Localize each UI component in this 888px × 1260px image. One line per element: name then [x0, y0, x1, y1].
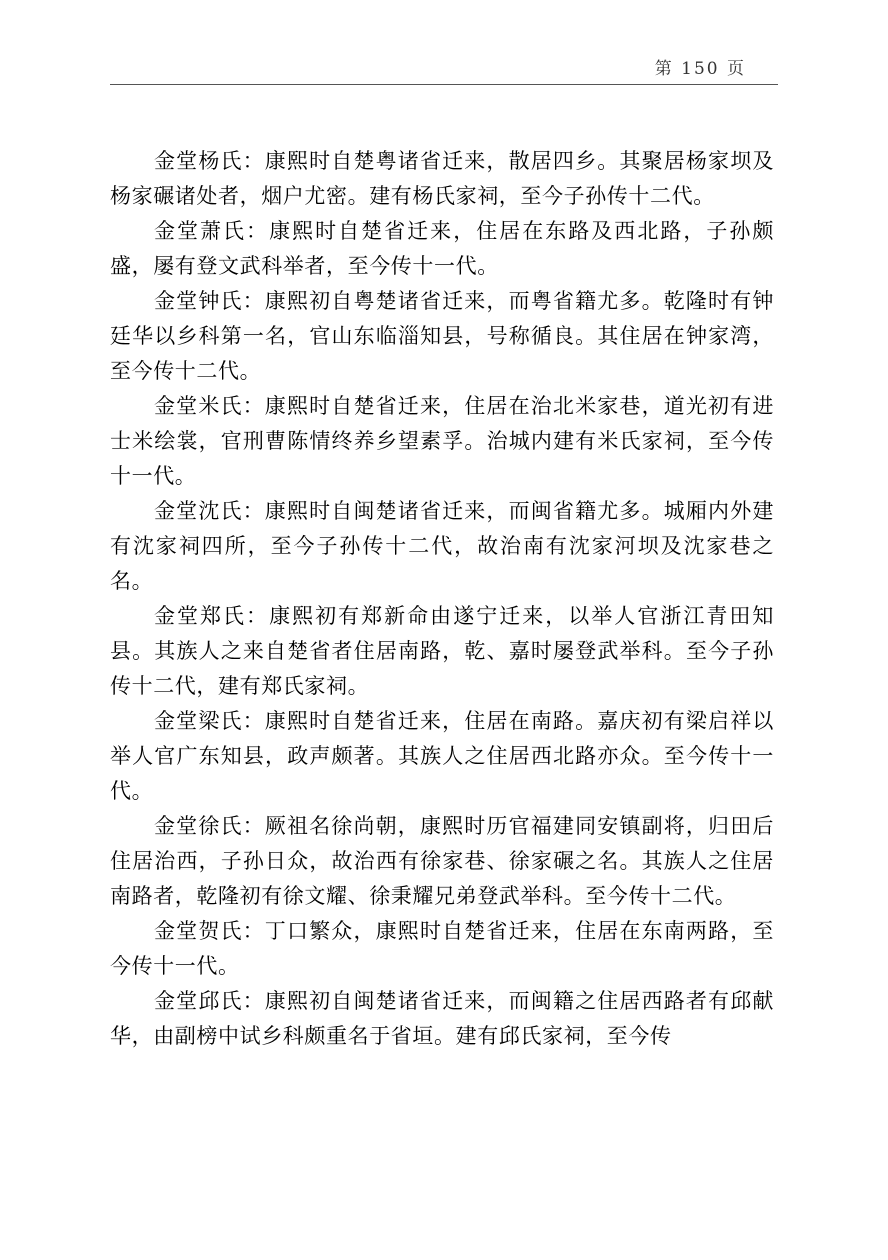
- paragraph-qiu: 金堂邱氏：康熙初自闽楚诸省迁来，而闽籍之住居西路者有邱献华，由副榜中试乡科颇重名于省垣。建有邱氏家祠，至今传: [110, 989, 774, 1048]
- paragraph-xiao: 金堂萧氏：康熙时自楚省迁来，住居在东路及西北路，子孙颇盛，屡有登文武科举者，至今传十一代。: [110, 219, 774, 278]
- paragraph-liang: 金堂梁氏：康熙时自楚省迁来，住居在南路。嘉庆初有梁启祥以举人官广东知县，政声颇著。其族人之住居西北路亦众。至今传十一代。: [110, 709, 774, 803]
- paragraph-mi: 金堂米氏：康熙时自楚省迁来，住居在治北米家巷，道光初有进士米绘裳，官刑曹陈情终养乡望素孚。治城内建有米氏家祠，至今传十一代。: [110, 394, 774, 488]
- paragraph-xu: 金堂徐氏：厥祖名徐尚朝，康熙时历官福建同安镇副将，归田后住居治西，子孙日众，故治西有徐家巷、徐家碾之名。其族人之住居南路者，乾隆初有徐文耀、徐秉耀兄弟登武举科。至今传十二代。: [110, 814, 774, 908]
- paragraph-he: 金堂贺氏：丁口繁众，康熙时自楚省迁来，住居在东南两路，至今传十一代。: [110, 919, 774, 978]
- page-header: [110, 52, 778, 85]
- paragraph-zheng: 金堂郑氏：康熙初有郑新命由遂宁迁来，以举人官浙江青田知县。其族人之来自楚省者住居南路，乾、嘉时屡登武举科。至今子孙传十二代，建有郑氏家祠。: [110, 604, 774, 698]
- paragraph-shen: 金堂沈氏：康熙时自闽楚诸省迁来，而闽省籍尤多。城厢内外建有沈家祠四所，至今子孙传十二代，故治南有沈家河坝及沈家巷之名。: [110, 499, 774, 593]
- paragraph-zhong: 金堂钟氏：康熙初自粤楚诸省迁来，而粤省籍尤多。乾隆时有钟廷华以乡科第一名，官山东临淄知县，号称循良。其住居在钟家湾，至今传十二代。: [110, 289, 774, 383]
- document-body: [110, 144, 774, 1054]
- page-number: 第 150 页: [654, 59, 746, 79]
- paragraph-yang: 金堂杨氏：康熙时自楚粤诸省迁来，散居四乡。其聚居杨家坝及杨家碾诸处者，烟户尤密。建有杨氏家祠，至今子孙传十二代。: [110, 149, 774, 208]
